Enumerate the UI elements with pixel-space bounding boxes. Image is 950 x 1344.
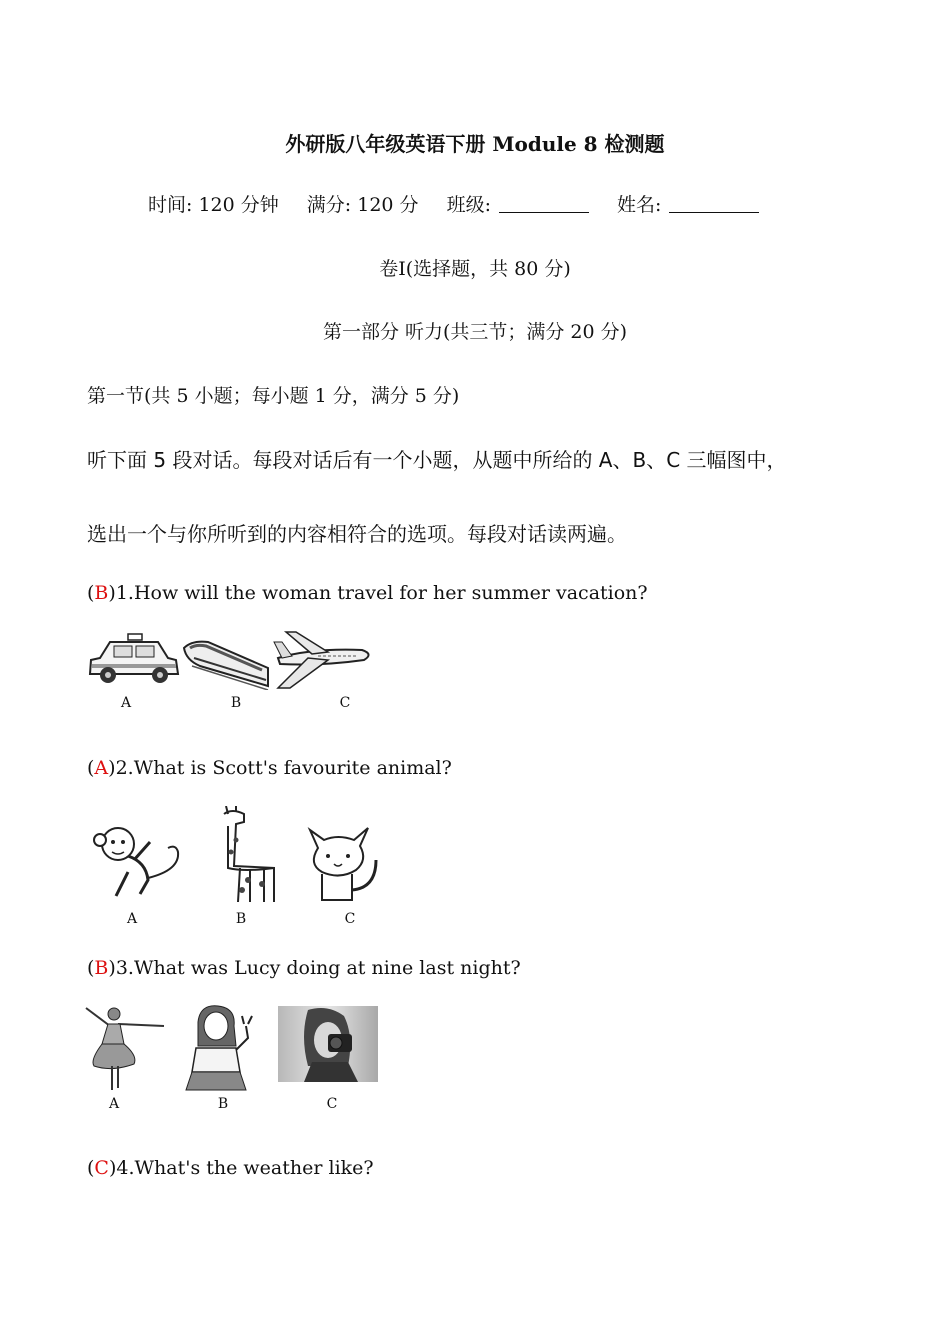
score-label: 满分: 120 分 (306, 194, 419, 216)
option-label: C (326, 1096, 338, 1112)
monkey-icon (88, 822, 186, 902)
answer-4: C (94, 1157, 109, 1179)
train-icon (182, 636, 270, 690)
option-label: A (126, 911, 138, 927)
option-label: B (217, 1096, 229, 1112)
airplane-icon (272, 628, 376, 694)
answer-3: B (94, 957, 109, 979)
cat-icon (302, 820, 384, 904)
question-2: (A)2.What is Scott's favourite animal? (87, 757, 452, 779)
time-label: 时间: 120 分钟 (148, 194, 279, 216)
name-blank (669, 194, 759, 213)
option-label: B (235, 911, 247, 927)
question-1: (B)1.How will the woman travel for her summer vacation? (87, 582, 648, 604)
question-3-text: 3.What was Lucy doing at nine last night? (115, 957, 521, 979)
volume-heading: 卷Ⅰ(选择题，共 80 分) (379, 258, 571, 280)
name-label: 姓名: (617, 194, 662, 216)
giraffe-icon (214, 806, 282, 906)
answer-1: B (94, 582, 109, 604)
option-label: C (339, 695, 351, 711)
question-2-text: 2.What is Scott's favourite animal? (115, 757, 452, 779)
question-4: (C)4.What's the weather like? (87, 1157, 374, 1179)
question-3: (B)3.What was Lucy doing at nine last night? (87, 957, 521, 979)
option-label: A (108, 1096, 120, 1112)
instruction-line-1: 听下面 5 段对话。每段对话后有一个小题，从题中所给的 A、B、C 三幅图中， (87, 448, 787, 472)
page-title: 外研版八年级英语下册 Module 8 检测题 (285, 132, 665, 156)
option-label: C (344, 911, 356, 927)
instruction-line-2: 选出一个与你所听到的内容相符合的选项。每段对话读两遍。 (87, 522, 627, 546)
taxi-icon (88, 632, 180, 686)
question-4-text: 4.What's the weather like? (116, 1157, 374, 1179)
class-blank (499, 194, 589, 213)
girl-posing-icon (178, 1002, 260, 1094)
part-heading: 第一部分 听力(共三节；满分 20 分) (322, 321, 628, 343)
exam-info (148, 190, 759, 217)
photographer-icon (278, 1006, 378, 1082)
ballet-dancer-icon (84, 1004, 170, 1092)
question-1-text: 1.How will the woman travel for her summer vacation? (115, 582, 648, 604)
answer-2: A (94, 757, 109, 779)
option-label: B (230, 695, 242, 711)
class-label: 班级: (446, 194, 491, 216)
section-heading: 第一节(共 5 小题；每小题 1 分，满分 5 分) (87, 385, 460, 407)
option-label: A (120, 695, 132, 711)
